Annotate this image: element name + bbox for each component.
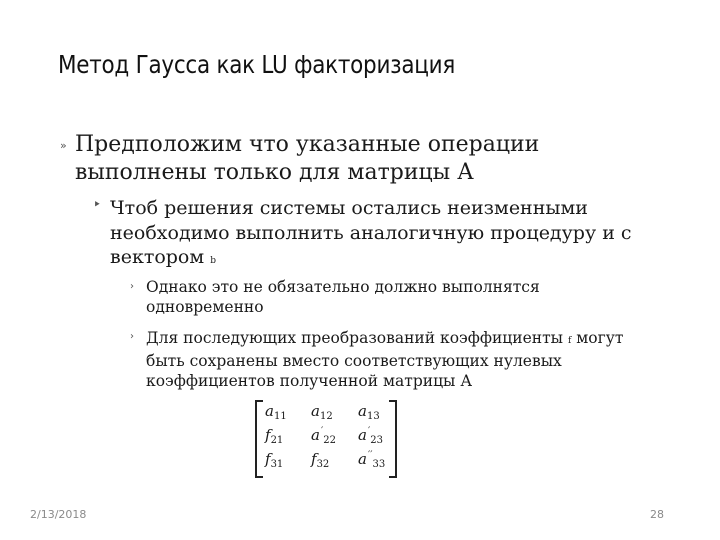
- bullet-level3-b-variable: f: [567, 336, 572, 346]
- matrix-cell-r1c3: $a_{13}$: [358, 402, 380, 422]
- lu-matrix: [255, 400, 397, 476]
- matrix-left-bracket: [255, 400, 263, 478]
- bullet-level3-b: [146, 328, 666, 391]
- matrix-cell-r1c2: $a_{12}$: [311, 402, 333, 422]
- footer-date: 2/13/2018: [30, 508, 87, 521]
- matrix-cell-r2c3: $a'_{23}$: [358, 426, 383, 446]
- bullet-level3-a: Однако это не обязательно должно выполнятся одновременно: [146, 278, 540, 316]
- bullet-marker-level3-a: ›: [130, 281, 134, 292]
- bullet-level2-text: Чтоб решения системы остались неизменными необходимо выполнить аналогичную процедуру и с вектором: [110, 197, 632, 268]
- bullet-marker-level1: »: [60, 139, 67, 152]
- matrix-cell-r1c1: $a_{11}$: [265, 402, 287, 422]
- matrix-cell-r2c2: $a'_{22}$: [311, 426, 336, 446]
- slide-number: 28: [650, 508, 664, 521]
- bullet-level3-b-text-end: могут быть сохранены вместо соответствующих нулевых коэффициентов полученной матрицы А: [146, 329, 624, 390]
- matrix-cell-r3c2: $f_{32}$: [311, 450, 330, 470]
- bullet-marker-level3-b: ›: [130, 331, 134, 342]
- bullet-level2: [110, 196, 670, 274]
- matrix-cell-r3c1: $f_{31}$: [265, 450, 284, 470]
- matrix-right-bracket: [389, 400, 397, 478]
- bullet-level2-variable: b: [210, 256, 216, 266]
- matrix-cell-r3c3: $a''_{33}$: [358, 450, 386, 470]
- matrix-cell-r2c1: $f_{21}$: [265, 426, 284, 446]
- slide-title: Метод Гаусса как LU факторизация: [58, 50, 456, 79]
- bullet-level1: Предположим что указанные операции выполнены только для матрицы А: [75, 132, 540, 185]
- bullet-level3-b-text-start: Для последующих преобразований коэффициенты: [146, 329, 564, 347]
- bullet-marker-level2: ‣: [93, 197, 102, 213]
